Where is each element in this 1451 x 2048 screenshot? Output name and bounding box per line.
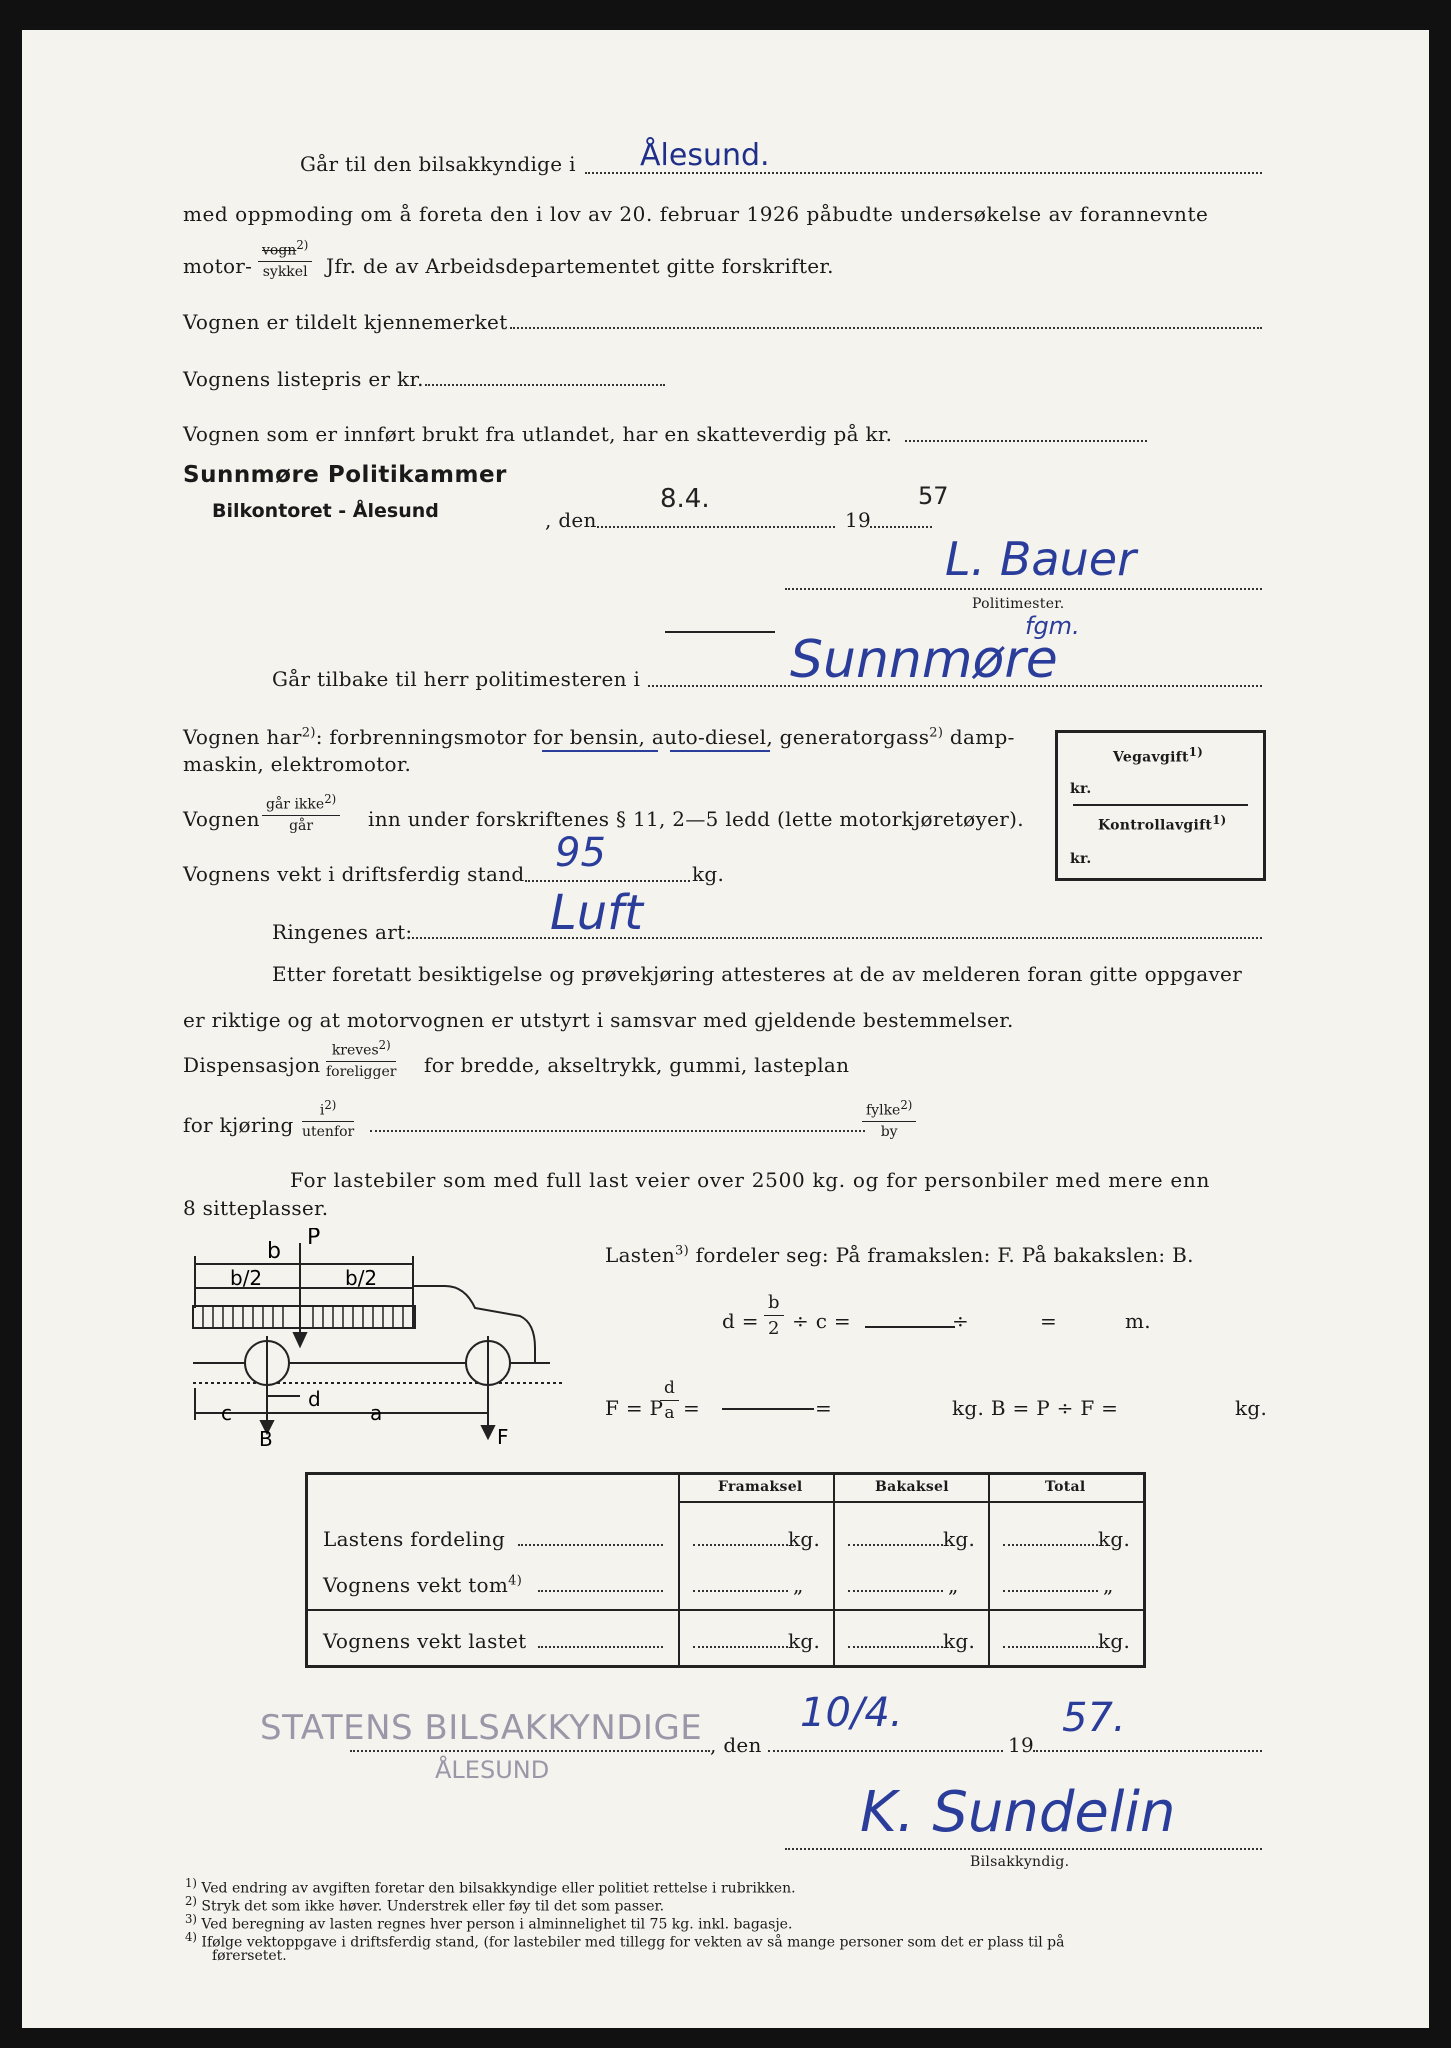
engine-line1-c: damp- [943, 725, 1015, 749]
engine-line2: maskin, elektromotor. [183, 752, 412, 776]
signature2-dots [785, 1848, 1262, 1850]
fees-kontrollavgift-kr: kr. [1070, 851, 1092, 867]
signature1-role: Politimester. [972, 596, 1065, 612]
date2-pre-dots [350, 1750, 710, 1752]
line6-label: Vognen som er innført brukt fra utlandet, har en skatteverdig på kr. [183, 422, 893, 446]
date1-year-prefix: 19 [845, 508, 872, 532]
drive-dots [370, 1130, 865, 1132]
fees-vegavgift-kr: kr. [1070, 781, 1092, 797]
table-row2-c3: „ [1103, 1573, 1114, 1597]
line2-text: med oppmoding om å foreta den i lov av 20. februar 1926 påbudte undersøkelse av forannevnte [183, 202, 1209, 226]
table-row3-c1-dots [693, 1646, 788, 1648]
fees-vegavgift [1113, 745, 1203, 766]
table-row1-c1: kg. [788, 1527, 821, 1551]
scan-border-bottom [0, 2028, 1451, 2048]
stamp1-line2: Bilkontoret - Ålesund [212, 500, 439, 522]
table-row2-c2-dots [848, 1590, 943, 1592]
fees-box [1055, 730, 1266, 881]
date2-date: 10/4. [800, 1690, 903, 1736]
fees-vegavgift-label: Vegavgift [1113, 749, 1189, 766]
light-fraction [262, 792, 340, 834]
drive-frac2-sup: 2) [900, 1098, 913, 1112]
fees-kontrollavgift [1098, 813, 1226, 834]
formula-line1-b: fordeler seg: På framakslen: F. På bakakslen: B. [688, 1243, 1194, 1267]
date1-dots [597, 526, 835, 528]
formula-line1 [605, 1243, 1194, 1267]
table-row3-dots [538, 1646, 663, 1648]
disp-fraction [326, 1038, 396, 1080]
table-header-framaksel: Framaksel [718, 1479, 803, 1495]
scan-border-right [1429, 0, 1451, 2048]
diagram-f-arrow-head [482, 1426, 494, 1438]
diagram-label-b2b: b/2 [345, 1266, 378, 1290]
load-diagram [185, 1228, 575, 1448]
weight-label: Vognens vekt i driftsferdig stand [183, 862, 525, 886]
diagram-label-c: c [221, 1401, 232, 1425]
formula-eq2: = [683, 1396, 701, 1420]
formula-minus: ÷ [952, 1309, 970, 1333]
line4-label: Vognen er tildelt kjennemerket [183, 310, 508, 334]
signature2-text: K. Sundelin [860, 1780, 1176, 1845]
scan-border-top [0, 0, 1451, 30]
fees-vegavgift-sup: 1) [1188, 745, 1204, 759]
diagram-label-p: P [307, 1228, 321, 1250]
fees-kontrollavgift-label: Kontrollavgift [1098, 817, 1213, 834]
formula-blank1 [865, 1326, 955, 1328]
diagram-load-bed [193, 1306, 415, 1328]
engine-line1 [183, 725, 1015, 749]
formula-line1-a: Lasten [605, 1243, 676, 1267]
drive-fraction2 [862, 1098, 916, 1140]
formula-eq: = [1040, 1309, 1058, 1333]
engine-line1-a: Vognen har [183, 725, 302, 749]
formula-frac-a: a [664, 1403, 675, 1423]
diagram-p-arrow-head [294, 1333, 306, 1346]
line5-dots [425, 384, 665, 386]
date2-den: , den [710, 1733, 762, 1757]
formula-d-eq: d = [722, 1309, 759, 1333]
engine-underline-bensin [542, 750, 658, 752]
table-row3-c2-dots [848, 1646, 943, 1648]
formula-frac-d: d [660, 1378, 679, 1401]
formula-kg: kg. [1235, 1396, 1268, 1420]
load-table [305, 1472, 1146, 1668]
fees-kontrollavgift-sup: 1) [1212, 813, 1227, 827]
light-frac-sup: 2) [324, 792, 337, 806]
table-header-bakaksel: Bakaksel [875, 1479, 949, 1495]
signature1-dots [785, 588, 1262, 590]
disp-frac-sup: 2) [378, 1038, 391, 1052]
table-row3-c3-dots [1003, 1646, 1098, 1648]
table-row2-c1: „ [793, 1573, 804, 1597]
date1-year-dots [870, 526, 932, 528]
engine-line1-sup: 2) [301, 725, 316, 741]
drive-fraction [302, 1098, 354, 1140]
footnote-4 [185, 1930, 1064, 1951]
formula-eq3: = [815, 1396, 833, 1420]
line3-fraction [258, 238, 312, 280]
tyres-label: Ringenes art: [272, 920, 413, 944]
date1-date: 8.4. [660, 484, 710, 514]
line3-frac-sup: 2) [296, 238, 309, 252]
table-row1-c1-dots [693, 1544, 788, 1546]
line3-frac-num: vogn [262, 242, 297, 259]
trucks-line1: For lastebiler som med full last veier over 2500 kg. og for personbiler med mere enn [290, 1168, 1211, 1192]
engine-underline-diesel [670, 750, 770, 752]
table-row2-label-text: Vognens vekt tom [323, 1573, 509, 1597]
date2-year: 57. [1062, 1695, 1126, 1741]
table-row3-c3: kg. [1098, 1629, 1131, 1653]
line3-frac-den: sykkel [262, 263, 308, 280]
line1-label: Går til den bilsakkyndige i [300, 152, 576, 176]
diagram-label-b2a: b/2 [230, 1266, 263, 1290]
formula-blank2 [722, 1408, 814, 1410]
table-header-total: Total [1045, 1479, 1086, 1495]
disp-text: for bredde, akseltrykk, gummi, lasteplan [424, 1053, 850, 1077]
table-row3-label: Vognens vekt lastet [323, 1629, 527, 1653]
line3-text: Jfr. de av Arbeidsdepartementet gitte forskrifter. [326, 254, 834, 278]
scan-border-left [0, 0, 22, 2048]
stamp2-line1: STATENS BILSAKKYNDIGE [260, 1708, 703, 1748]
footnote-4-n: 4) [185, 1930, 197, 1944]
table-row1-c2: kg. [943, 1527, 976, 1551]
line6-dots [905, 440, 1147, 442]
formula-line1-sup: 3) [675, 1243, 689, 1259]
table-row1-c3: kg. [1098, 1527, 1131, 1551]
date1-den: , den [545, 508, 597, 532]
footnote-3-text: Ved beregning av lasten regnes hver person i alminnelighet til 75 kg. inkl. bagasje. [201, 1916, 793, 1933]
signature1-extra: fgm. [1025, 612, 1080, 640]
diagram-label-a: a [370, 1401, 383, 1425]
drive-label: for kjøring [183, 1113, 294, 1137]
drive-frac-num: i [319, 1102, 325, 1119]
footnote-1-n: 1) [185, 1876, 197, 1890]
attest-line2: er riktige og at motorvognen er utstyrt i samsvar med gjeldende bestemmelser. [183, 1008, 1014, 1032]
stamp1-line1: Sunnmøre Politikammer [183, 462, 507, 488]
weight-unit: kg. [692, 862, 725, 886]
table-header-line [678, 1501, 1143, 1503]
signature1-text: L. Bauer [945, 532, 1136, 586]
table-row2-c1-dots [693, 1590, 788, 1592]
date2-dots [768, 1750, 1003, 1752]
weight-value: 95 [555, 830, 606, 876]
table-vline-3 [988, 1475, 990, 1665]
line4-dots [510, 327, 1262, 329]
light-frac-den: går [289, 817, 314, 834]
table-row3-c2: kg. [943, 1629, 976, 1653]
table-row2-c3-dots [1003, 1590, 1098, 1592]
disp-frac-den: foreligger [326, 1063, 397, 1080]
diagram-label-d: d [308, 1387, 321, 1411]
date1-year: 57 [918, 482, 949, 510]
weight-dots [525, 880, 690, 882]
table-row1-dots [518, 1544, 663, 1546]
formula-m: m. [1125, 1309, 1151, 1333]
drive-frac2-den: by [880, 1123, 898, 1140]
diagram-label-B: B [259, 1427, 273, 1448]
date2-year-dots [1033, 1750, 1262, 1752]
disp-label: Dispensasjon [183, 1053, 321, 1077]
footnote-2-n: 2) [185, 1894, 197, 1908]
table-row3-c1: kg. [788, 1629, 821, 1653]
footnote-1-text: Ved endring av avgiften foretar den bilsakkyndige eller politiet rettelse i rubrikken. [201, 1880, 796, 1897]
table-row2-label-sup: 4) [508, 1573, 523, 1589]
table-row2-label [323, 1573, 522, 1597]
engine-line1-b: : forbrenningsmotor for bensin, auto-diesel, generatorgass [315, 725, 930, 749]
formula-frac-da [660, 1378, 679, 1423]
drive-frac2-num: fylke [866, 1102, 901, 1119]
fees-divider [1073, 804, 1248, 806]
return-value: Sunnmøre [790, 630, 1058, 690]
table-vline-2 [833, 1475, 835, 1665]
stamp2-line2: ÅLESUND [435, 1756, 550, 1784]
footnote-4-cont: førersetet. [212, 1948, 287, 1964]
light-prefix: Vognen [183, 807, 260, 831]
line1-value: Ålesund. [640, 138, 770, 173]
date2-year-prefix: 19 [1008, 1733, 1035, 1757]
trucks-line2: 8 sitteplasser. [183, 1196, 329, 1220]
return-label: Går tilbake til herr politimesteren i [272, 667, 641, 691]
separator-line [665, 631, 775, 633]
table-vline-1 [678, 1475, 680, 1665]
signature2-role: Bilsakkyndig. [970, 1854, 1070, 1870]
attest-line1: Etter foretatt besiktigelse og prøvekjøring attesteres at de av melderen foran gitte oppgaver [272, 962, 1243, 986]
drive-frac-den: utenfor [302, 1123, 355, 1140]
diagram-load-hatch [203, 1306, 403, 1328]
tyres-dots [412, 937, 1262, 939]
formula-F-eq: F = P [605, 1396, 664, 1420]
footnote-3-n: 3) [185, 1912, 197, 1926]
formula-frac-2: 2 [768, 1318, 780, 1339]
footnote-4-text: Ifølge vektoppgave i driftsferdig stand, (for lastebiler med tillegg for vekten av så mange personer som det er plass til på [201, 1934, 1065, 1951]
drive-frac-sup: 2) [324, 1098, 337, 1112]
table-total-line [308, 1609, 1143, 1611]
diagram-label-F: F [497, 1425, 509, 1448]
table-row2-c2: „ [948, 1573, 959, 1597]
light-frac-num: går ikke [266, 796, 325, 813]
line5-label: Vognens listepris er kr. [183, 367, 424, 391]
diagram-label-b: b [267, 1239, 281, 1264]
formula-minus-c: ÷ c = [792, 1309, 851, 1333]
disp-frac-num: kreves [331, 1042, 379, 1059]
table-row2-dots [538, 1590, 663, 1592]
engine-line1-sup2: 2) [929, 725, 944, 741]
tyres-value: Luft [550, 885, 643, 941]
table-row1-c3-dots [1003, 1544, 1098, 1546]
formula-frac-b2 [764, 1292, 784, 1339]
footnote-2-text: Stryk det som ikke høver. Understrek eller føy til det som passer. [201, 1898, 665, 1915]
line3-prefix: motor- [183, 254, 253, 278]
table-row1-label: Lastens fordeling [323, 1527, 506, 1551]
formula-frac-b: b [764, 1292, 784, 1316]
light-text: inn under forskriftenes § 11, 2—5 ledd (lette motorkjøretøyer). [368, 807, 1024, 831]
formula-kgB: kg. B = P ÷ F = [952, 1396, 1119, 1420]
table-row1-c2-dots [848, 1544, 943, 1546]
